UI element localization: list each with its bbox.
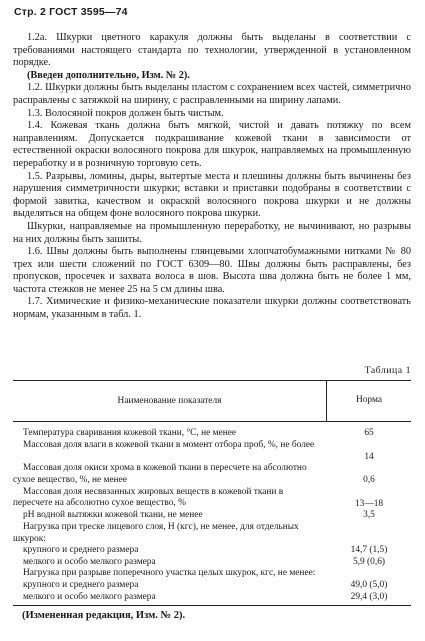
table-row [13,440,411,464]
row-value [327,522,411,545]
paragraph-1-2a: 1.2а. Шкурки цветного каракуля должны быть выделаны в соответствии с требованиями настоящего стандарта по технологии, утвержденной в установленном порядке. [13,32,411,69]
table-row [13,580,411,592]
amendment-note: (Введен дополнительно, Изм. № 2). [27,69,190,81]
table-row [13,487,411,511]
row-label: Нагрузка при треске лицевого слоя, Н (кгс), не менее, для отдельных шкурок: [13,521,299,544]
table-row [13,522,411,545]
table-row [13,463,411,487]
page-header: Стр. 2 ГОСТ 3595—74 [14,6,128,18]
row-label: крупного и среднего размера [23,545,139,556]
row-label: Массовая доля окиси хрома в кожевой ткани в пересчете на абсолютно сухое вещество, %, не менее [13,463,307,485]
table-row [13,557,411,569]
table-body [13,422,411,605]
row-value: 13—18 [354,498,384,509]
paragraph-1-5: 1.5. Разрывы, ломины, дыры, вытертые места и плешины должны быть вычинены без нарушения симметричности шкурки; вставки и приставки подобраны в соответствии с формой завитка, качеством и окраской волосяного покрова шкурки и не должны выделяться на общем фоне волосяного покрова шкурки. [13,170,411,220]
row-label: pH водной вытяжки кожевой ткани, не менее [23,510,203,521]
paragraph-1-3: 1.3. Волосяной покров должен быть чистым. [27,107,224,119]
table-row [13,545,411,557]
row-value: 3,5 [363,510,375,521]
row-value: 49,0 (5,0) [350,579,388,590]
row-label: мелкого и особо мелкого размера [23,591,156,602]
row-value: 14,7 (1,5) [350,545,388,556]
paragraph-1-2: 1.2. Шкурки должны быть выделаны пластом с сохранением всех частей, симметрично расправлены с затяжкой на ширину, с расправленными на ширину лапами. [13,82,411,106]
row-label: мелкого и особо мелкого размера [23,556,156,567]
table-header-row [13,381,411,422]
table-row [13,510,411,522]
row-label: Температура сваривания кожевой ткани, °С, не менее [23,428,237,438]
row-value: 65 [364,428,374,438]
table-caption: Таблица 1 [364,365,411,376]
row-label: крупного и среднего размера [23,579,139,590]
paragraph-1-6: 1.6. Швы должны быть выполнены глянцевыми хлопчатобумажными нитками № 80 трех или шести сложений по ГОСТ 6309—80. Швы должны быть расправлены, без пропусков, просечек и захвата волоса в шов. Высота шва должна быть не более 1 мм, частота стежков не менее 25 на 5 см длины шва. [13,246,411,295]
column-header-norm: Норма [355,395,383,406]
row-value: 0,6 [363,475,375,486]
amendment-footer: (Измененная редакция, Изм. № 2). [22,610,186,621]
table-row [13,592,411,604]
column-header-indicator: Наименование показателя [13,381,327,421]
row-label: Нагрузка при разрыве поперечного участка целых шкурок, кгс, не менее: [23,568,316,579]
table-row [13,428,411,440]
paragraph-1-7: 1.7. Химические и физико-механические показатели шкурки должны соответствовать нормам, указанным в табл. 1. [13,296,411,321]
body-text [13,32,411,322]
row-value [327,568,411,580]
paragraph-1-4: 1.4. Кожевая ткань должна быть мягкой, чистой и давать потяжку по всем направлениям. Допускается подкрашивание кожевой ткани в зависимости от естественной окраски волосяного покрова для шкурок, направляемых на промышленную переработку и в розничную торговую сеть. [13,120,411,169]
row-label: Массовая доля несвязанных жировых веществ в кожевой ткани в пересчете на абсолютно сухое вещество, % [13,486,284,509]
row-value: 29,4 (3,0) [350,591,388,602]
row-value: 5,9 (0,6) [352,556,386,567]
indicators-table [13,380,411,606]
row-label: Массовая доля влаги в кожевой ткани в момент отбора проб, %, не более [23,439,315,450]
paragraph-1-5-note: Шкурки, направляемые на промышленную переработку, не вычинивают, но разрывы на них должны быть зашиты. [13,220,411,245]
row-value: 14 [364,451,374,462]
table-row [13,568,411,580]
